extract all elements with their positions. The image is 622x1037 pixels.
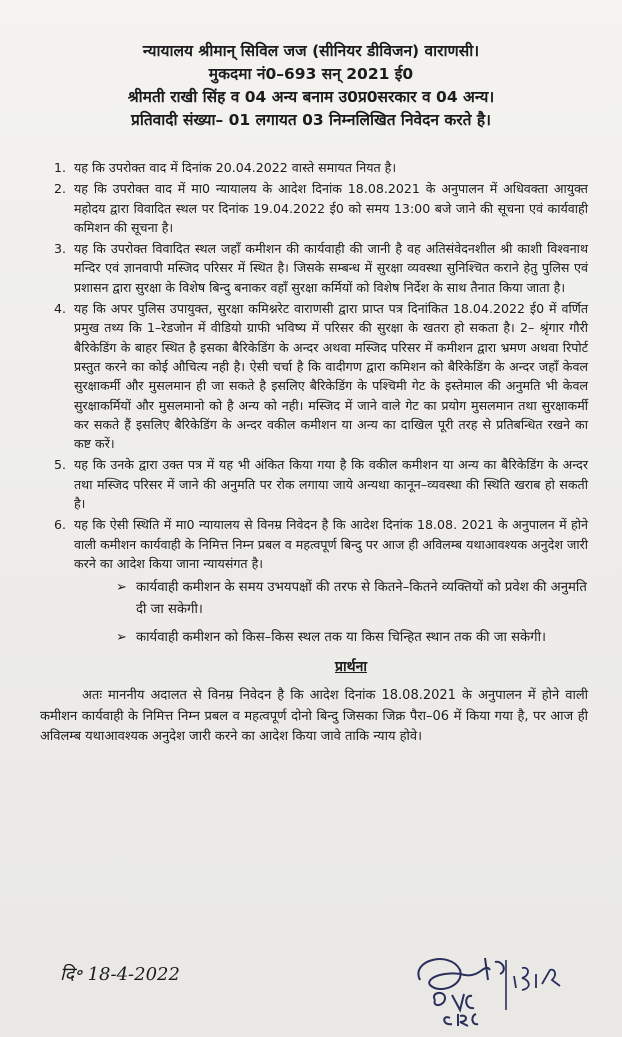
numbered-paragraphs — [0, 158, 622, 573]
paragraph-text: यह कि उपरोक्त वाद में मा0 न्यायालय के आदेश दिनांक 18.08.2021 के अनुपालन में अधिवक्ता आयुक्त महोदय द्वारा विवादित स्थल पर दिनांक 19.04.2022 ई0 को समय 13:00 बजे जाने की सूचना एवं कार्यवाही कमिशन की सूचना है। — [74, 181, 588, 235]
paragraph-text: यह कि ऐसी स्थिति में मा0 न्यायालय से विनम्र निवेदन है कि आदेश दिनांक 18.08. 2021 के अनुपालन में होने वाली कमीशन कार्यवाही के निमित्त निम्न प्रबल व महत्वपूर्ण बिन्दु पर आज ही अविलम्ब यथाआवश्यक अनुदेश जारी करने का आदेश किया जाना न्यायसंगत है। — [74, 517, 588, 571]
case-parties: श्रीमती राखी सिंह व 04 अन्य बनाम उ0प्र0सरकार व 04 अन्य। — [127, 88, 495, 106]
paragraph-number: 4. — [53, 301, 66, 317]
arrow-bullet-icon: ➢ — [116, 580, 128, 596]
paragraph-2 — [0, 179, 588, 237]
paragraph-text: यह कि उपरोक्त वाद में दिनांक 20.04.2022 वास्ते समायत नियत है। — [74, 160, 397, 175]
paragraph-number: 6. — [53, 517, 66, 533]
paragraph-text: यह कि उपरोक्त विवादित स्थल जहाँ कमीशन की कार्यवाही की जानी है वह अतिसंवेदनशील श्री काशी विश्वनाथ मन्दिर एवं ज्ञानवापी मस्जिद परिसर में स्थित है। जिसके सम्बन्ध में सुरक्षा व्यवस्था सुनिश्चित कराने हेतु पुलिस एवं प्रशासन द्वारा सुरक्षा के विशेष बिन्दु बनाकर वहाँ सुरक्षा कर्मियों को विशेष निर्देश के साथ तैनात किया जाता है। — [74, 241, 588, 295]
bullet-item — [116, 627, 592, 649]
court-header — [0, 0, 622, 132]
paragraph-5 — [0, 455, 588, 513]
prayer-heading: प्रार्थना — [335, 659, 367, 676]
bullet-text: कार्यवाही कमीशन को किस–किस स्थल तक या किस चिन्हित स्थान तक की जा सकेगी। — [136, 630, 546, 646]
paragraph-text: यह कि अपर पुलिस उपायुक्त, सुरक्षा कमिश्नरेट वाराणसी द्वारा प्राप्त पत्र दिनांकित 18.04.2022 ई0 में वर्णित प्रमुख तथ्य कि 1–रेडजोन में वीडियो ग्राफी भविष्य में परिसर की सुरक्षा के खतरा हो सकता है। 2– श्रृंगार गौरी बैरिकेडिंग के बाहर स्थित है इसका बैरिकेडिंग के अन्दर अथवा मस्जिद परिसर में कमीशन द्वारा भ्रमण अथवा रिपोर्ट प्रस्तुत करने का कोई औचित्य नही है। ऐसी चर्चा है कि वादीगण द्वारा कमिशन को बैरिकेडिंग के अन्दर जहाँ केवल सुरक्षाकर्मी और मुसलमान ही जा सकते है इसलिए बैरिकेडिंग के पश्चिमी गेट के इस्तेमाल की अनुमति भी केवल सुरक्षाकर्मियों और मुसलमानो को है अन्य को नही। मस्जिद में जाने वाले गेट का प्रयोग मुसलमान तथा सुरक्षाकर्मी कर सकते हैं इसलिए बैरिकेडिंग के अन्दर वकील कमीशन या अन्य का दाखिल पूरी तरह से प्रतिबन्धित रखने का कष्ट करें। — [74, 301, 588, 452]
signature-image — [390, 940, 590, 1030]
application-intro: प्रतिवादी संख्या– 01 लगायत 03 निम्नलिखित निवेदन करते है। — [131, 111, 491, 129]
case-number: मुकदमा नं0–693 सन् 2021 ई0 — [208, 65, 414, 83]
bullet-text: कार्यवाही कमीशन के समय उभयपक्षों की तरफ से कितने–कितने व्यक्तियों को प्रवेश की अनुमति दी जा सकेगी। — [136, 580, 587, 618]
bullet-item — [116, 577, 592, 621]
paragraph-6 — [0, 515, 588, 573]
paragraph-number: 5. — [53, 457, 66, 473]
paragraph-number: 1. — [53, 160, 66, 175]
paragraph-number: 3. — [53, 241, 66, 257]
handwritten-date: दि॰ 18-4-2022 — [60, 964, 180, 985]
paragraph-4 — [0, 299, 588, 453]
prayer-text: अतः माननीय अदालत से विनम्र निवेदन है कि आदेश दिनांक 18.08.2021 के अनुपालन में होने वाली कमीशन कार्यवाही के निमित्त निम्न प्रबल व महत्वपूर्ण दोनो बिन्दु जिसका जिक्र पैरा–06 में किया गया है, पर आज ही अविलम्ब यथाआवश्यक अनुदेश जारी करने का आदेश किया जावे ताकि न्याय होवे। — [40, 688, 588, 745]
bullet-points — [116, 577, 592, 649]
paragraph-text: यह कि उनके द्वारा उक्त पत्र में यह भी अंकित किया गया है कि वकील कमीशन या अन्य का बैरिकेडिंग के अन्दर तथा मस्जिद परिसर में जाने की अनुमति पर रोक लगाया जाये अन्यथा कानून–व्यवस्था की स्थिति खराब हो सकती है। — [74, 457, 588, 512]
paragraph-3 — [0, 239, 588, 297]
court-title: न्यायालय श्रीमान् सिविल जज (सीनियर डीविजन) वाराणसी। — [142, 42, 480, 60]
paragraph-number: 2. — [53, 181, 66, 197]
arrow-bullet-icon: ➢ — [116, 630, 128, 646]
paragraph-1 — [0, 158, 588, 177]
